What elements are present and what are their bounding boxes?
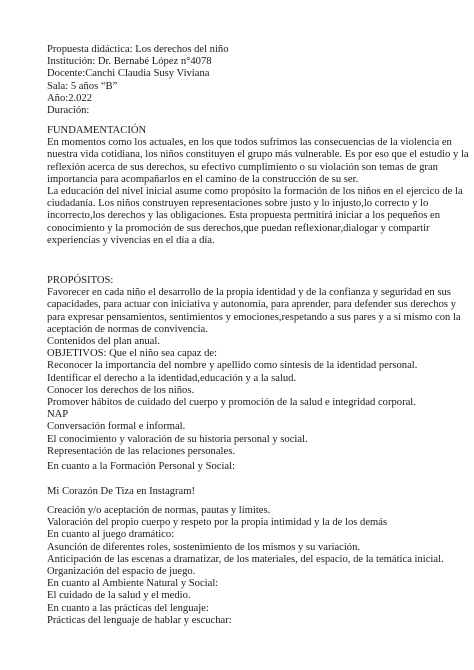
fundamentacion-section	[47, 125, 469, 247]
objective-item: Reconocer la importancia del nombre y apellido como síntesis de la identidad personal.	[47, 360, 418, 372]
paragraph-line: conocimiento y la promoción de sus derechos,que puedan reflexionar,dialogar y compartir	[47, 222, 430, 234]
header-info	[47, 44, 447, 117]
content-item: Creación y/o aceptación de normas, pautas y límites.	[47, 505, 271, 516]
content-item: Valoración del propio cuerpo y respeto por la propia intimidad y la de los demás	[47, 517, 388, 529]
instagram-promo: Mi Corazón De Tiza en Instagram!	[47, 486, 195, 497]
formacion-heading	[47, 461, 447, 473]
nap-item: Representación de las relaciones personales.	[47, 445, 235, 457]
fundamentacion-heading: FUNDAMENTACIÓN	[47, 125, 147, 136]
objective-item: Conocer los derechos de los niños.	[47, 384, 195, 396]
nap-heading: NAP	[47, 409, 69, 421]
institution-line: Institución: Dr. Bernabé López n°4078	[47, 56, 212, 68]
nap-item: El conocimiento y valoración de su historia personal y social.	[47, 433, 308, 445]
content-subheading: En cuanto a las prácticas del lenguaje:	[47, 602, 209, 614]
nap-item: Conversación formal e informal.	[47, 421, 186, 433]
proposal-title: Propuesta didáctica: Los derechos del niño	[47, 44, 229, 55]
contenidos-section	[47, 505, 447, 627]
objetivos-heading: OBJETIVOS: Que el niño sea capaz de:	[47, 348, 218, 360]
content-item: Asunción de diferentes roles, sostenimiento de los mismos y su variación.	[47, 541, 361, 553]
propositos-section	[47, 275, 461, 458]
propositos-heading: PROPÓSITOS:	[47, 275, 114, 286]
objective-item: Identificar el derecho a la identidad,educación y a la salud.	[47, 372, 297, 384]
paragraph-line: reflexión acerca de sus derechos, su efectivo cumplimiento o su violación son temas de gran	[47, 161, 438, 173]
year-line: Año:2.022	[47, 92, 93, 104]
content-item: El cuidado de la salud y el medio.	[47, 590, 191, 602]
formacion-title: En cuanto a la Formación Personal y Social:	[47, 461, 235, 472]
content-item: Organización del espacio de juego.	[47, 566, 196, 578]
paragraph-line: importancia para acompañarlos en el camino de la construcción de su ser.	[47, 173, 359, 185]
room-line: Sala: 5 años “B”	[47, 80, 118, 92]
content-item: Anticipación de las escenas a dramatizar, de los materiales, del espacio, de la temática inicial.	[47, 553, 444, 565]
paragraph-line: para expresar pensamientos, sentimientos y emociones,respetando a sus pares y a sí mismo con la	[47, 311, 461, 323]
paragraph-line: Favorecer en cada niño el desarrollo de la propia identidad y de la confianza y seguridad en sus	[47, 287, 451, 299]
content-subheading: En cuanto al juego dramático:	[47, 529, 175, 541]
duration-line: Duración:	[47, 105, 90, 117]
paragraph-line: aceptación de normas de convivencia.	[47, 323, 208, 335]
paragraph-line: incorrecto,los derechos y las obligaciones. Esta propuesta permitirá iniciar a los pequeños en	[47, 210, 441, 222]
paragraph-line: capacidades, para actuar con iniciativa y autonomía, para aprender, para defender sus derechos y	[47, 299, 456, 311]
paragraph-line: ciudadanía. Los niños construyen representaciones sobre justo y lo injusto,lo correcto y lo	[47, 198, 429, 210]
paragraph-line: Contenidos del plan anual.	[47, 336, 160, 348]
content-subheading: En cuanto al Ambiente Natural y Social:	[47, 578, 219, 590]
paragraph-line: En momentos como los actuales, en los que todos sufrimos las consecuencias de la violencia en	[47, 137, 452, 149]
content-item: Prácticas del lenguaje de hablar y escuchar:	[47, 614, 232, 626]
paragraph-line: La educación del nivel inicial asume como propósito la formación de los niños en el ejercico de la	[47, 186, 463, 198]
promo-section	[47, 486, 447, 498]
paragraph-line: experiencias y vivencias en el día a día.	[47, 234, 215, 246]
objective-item: Promover hábitos de cuidado del cuerpo y promoción de la salud e integridad corporal.	[47, 397, 416, 409]
paragraph-line: nuestra vida cotidiana, los niños constituyen el grupo más vulnerable. Es por eso que el estudio y la	[47, 149, 469, 161]
teacher-line: Docente:Canchi Claudia Susy Viviana	[47, 68, 210, 80]
